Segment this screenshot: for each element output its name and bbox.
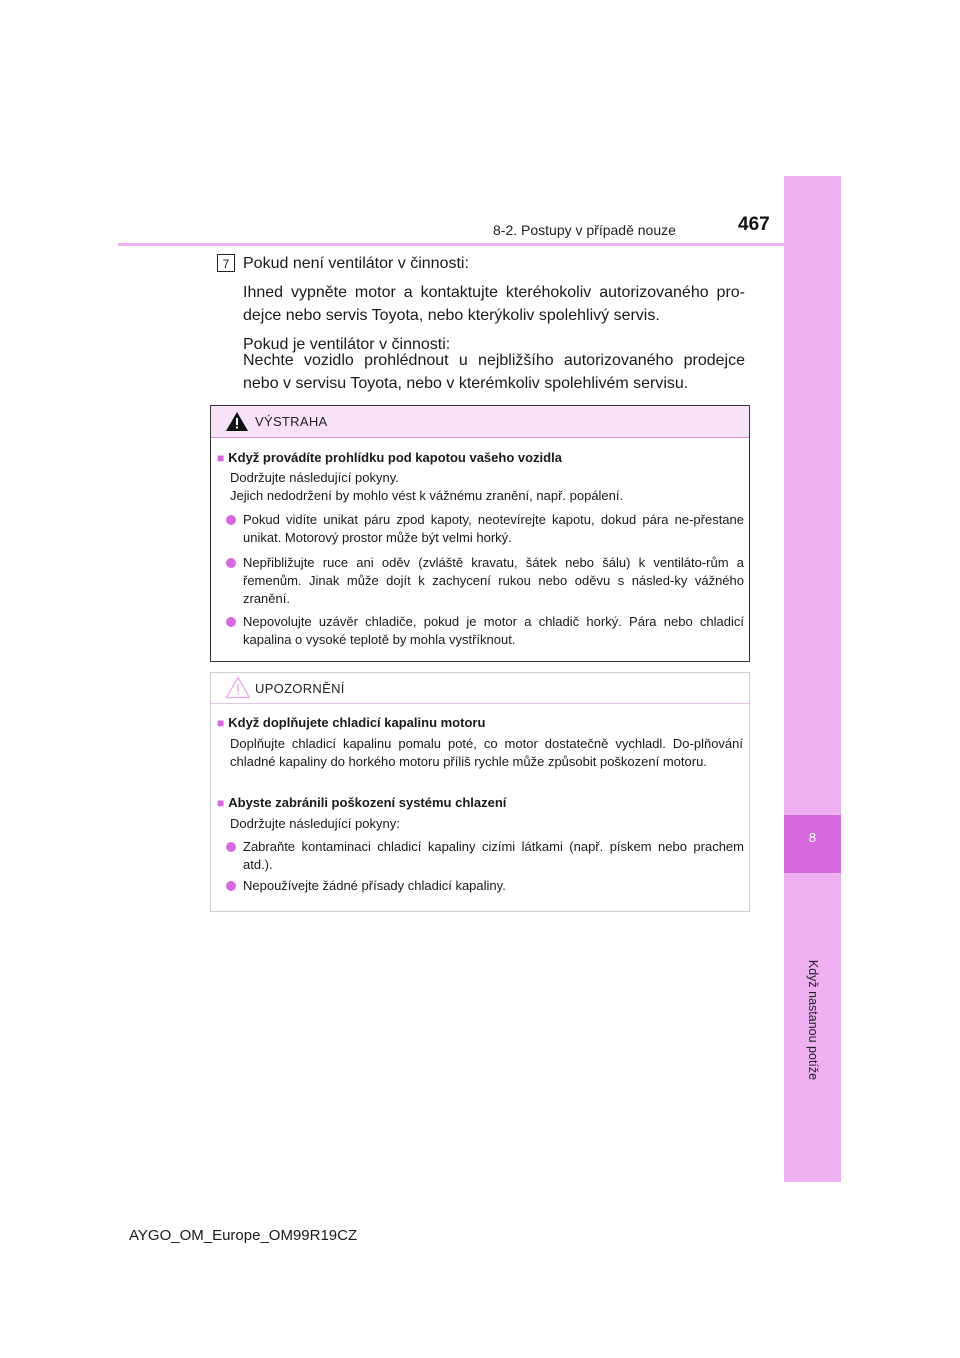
- notice-bullet-text: Nepoužívejte žádné přísady chladicí kapaliny.: [243, 878, 506, 893]
- warning-bullet-text: Pokud vidíte unikat páru zpod kapoty, neotevírejte kapotu, dokud pára ne-přestane unikat. Motorový prostor může být velmi horký.: [243, 512, 744, 545]
- bullet-dot-icon: [226, 881, 236, 891]
- page-number: 467: [738, 214, 770, 235]
- notice-box: [210, 672, 750, 912]
- notice-heading-2-text: Abyste zabránili poškození systému chlazení: [228, 795, 507, 810]
- bullet-dot-icon: [226, 515, 236, 525]
- notice-heading-1-text: Když doplňujete chladicí kapalinu motoru: [228, 715, 486, 730]
- header-line: [118, 243, 841, 246]
- section-title: 8-2. Postupy v případě nouze: [493, 222, 676, 238]
- notice-bullet-text: Zabraňte kontaminaci chladicí kapaliny cizími látkami (např. pískem nebo prachem atd.).: [243, 839, 744, 872]
- notice-text-1: Doplňujte chladicí kapalinu pomalu poté, co motor dostatečně vychladl. Do-plňování chladné kapaliny do horkého motoru příliš rychle může způsobit poškození motoru.: [230, 736, 743, 769]
- square-bullet-icon: ■: [217, 451, 225, 465]
- chapter-label: Když nastanou potíže: [806, 959, 820, 1081]
- bullet-dot-icon: [226, 617, 236, 627]
- step-para2-rest: Nechte vozidlo prohlédnout u nejbližšího autorizovaného prodejce nebo v servisu Toyota, nebo v kterémkoliv spolehlivém servisu.: [243, 352, 745, 392]
- warning-heading-text: Když provádíte prohlídku pod kapotou vašeho vozidla: [228, 450, 562, 465]
- notice-header: [211, 673, 749, 704]
- warning-bullet-text: Nepovolujte uzávěr chladiče, pokud je motor a chladič horký. Pára nebo chladicí kapalina o vysoké teplotě by mohla vystříknout.: [243, 614, 744, 647]
- warning-header: [211, 406, 749, 438]
- notice-text-2: Dodržujte následující pokyny:: [230, 816, 400, 831]
- warning-title: VÝSTRAHA: [255, 414, 328, 429]
- step-para2-line1: Pokud je ventilátor v činnosti:: [243, 336, 451, 353]
- warning-intro2: Jejich nedodržení by mohlo vést k vážnému zranění, např. popálení.: [230, 488, 624, 503]
- warning-heading: [217, 449, 743, 467]
- step-para1: Ihned vypněte motor a kontaktujte kteréhokoliv autorizovaného pro-dejce nebo servis Toyota, nebo kterýkoliv spolehlivý servis.: [243, 284, 745, 324]
- bullet-dot-icon: [226, 558, 236, 568]
- square-bullet-icon: ■: [217, 796, 225, 810]
- step-number-box: 7: [217, 254, 235, 272]
- warning-box: [210, 405, 750, 662]
- warning-triangle-icon: [225, 411, 249, 432]
- notice-title: UPOZORNĚNÍ: [255, 681, 345, 696]
- chapter-number: 8: [808, 830, 817, 845]
- caution-triangle-icon: [225, 676, 251, 699]
- notice-heading-2: [217, 794, 743, 812]
- footer-code: AYGO_OM_Europe_OM99R19CZ: [129, 1227, 358, 1244]
- square-bullet-icon: ■: [217, 716, 225, 730]
- bullet-dot-icon: [226, 842, 236, 852]
- warning-intro1: Dodržujte následující pokyny.: [230, 470, 399, 485]
- step-line1: Pokud není ventilátor v činnosti:: [243, 255, 469, 272]
- notice-heading-1: [217, 714, 743, 732]
- warning-bullet-text: Nepřibližujte ruce ani oděv (zvláště kravatu, šátek nebo šálu) k ventiláto-rům a řemenům. Jinak může dojít k zachycení rukou nebo oděvu s násled-ky vážného zranění.: [243, 555, 744, 606]
